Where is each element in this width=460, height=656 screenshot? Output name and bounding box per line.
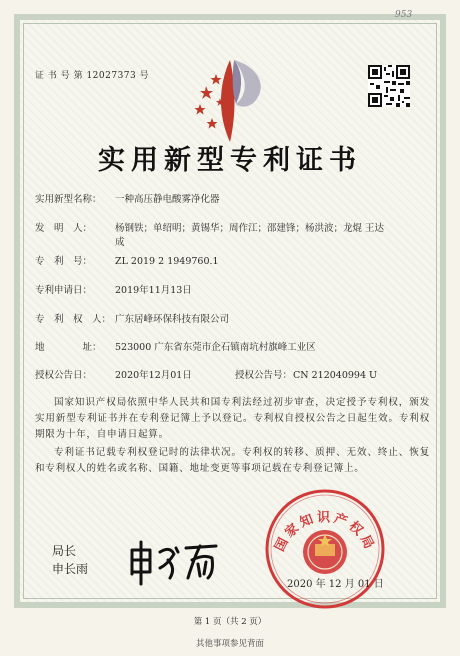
field-value: 2019年11月13日 [115,285,192,296]
field-label: 专 利 号： [35,256,93,267]
field-label: 专利申请日： [35,285,93,296]
field-value: 杨钢铁；单绍明；黄锡华；周作江；邵建锋；杨洪波；龙焜 王达成 [115,223,385,248]
seal-text: 国家知识产权局 [272,510,378,555]
director-title: 局长 [52,544,77,558]
field-label: 授权公告号： [235,370,293,381]
director-name: 申长雨 [52,562,89,576]
field-value: 523000 广东省东莞市企石镇南坑村旗峰工业区 [115,342,316,353]
field-value: 一种高压静电酸雾净化器 [115,194,220,205]
footnote: 其他事项参见背面 [195,639,264,649]
field-label: 授权公告日： [35,370,93,381]
certificate-title: 实用新型专利证书 [98,145,362,176]
paragraph-legal-status: 专利证书记载专利权登记时的法律状况。专利权的转移、质押、无效、终止、恢复和专利权人的姓名或名称、国籍、地址变更等事项记载在专利登记簿上。 [35,447,430,474]
qr-code-icon [368,65,410,107]
field-value: 广东居峰环保科技有限公司 [115,314,230,325]
page-number: 第 1 页（共 2 页） [193,617,267,627]
field-value: CN 212040994 U [293,370,378,381]
field-value: 2020年12月01日 [115,370,192,381]
official-seal-icon [262,486,388,612]
paragraph-grant-statement: 国家知识产权局依照中华人民共和国专利法经过初步审查，决定授予专利权，颁发实用新型专利证书并在专利登记簿上予以登记。专利权自授权公告之日起生效。专利权期限为十年，自申请日起算。 [35,397,430,440]
field-label: 地 址： [35,342,102,353]
field-label: 实用新型名称： [35,194,102,205]
certificate-number: 证 书 号 第 12027373 号 [35,71,150,81]
cnipa-logo-icon [178,46,278,146]
field-label: 发 明 人： [35,223,93,234]
issue-date: 2020 年 12 月 01 日 [287,579,384,590]
field-label: 专 利 权 人： [35,314,112,325]
field-value: ZL 2019 2 1949760.1 [115,256,219,267]
director-signature-icon [124,538,224,588]
handwritten-note: 953 [395,10,413,20]
